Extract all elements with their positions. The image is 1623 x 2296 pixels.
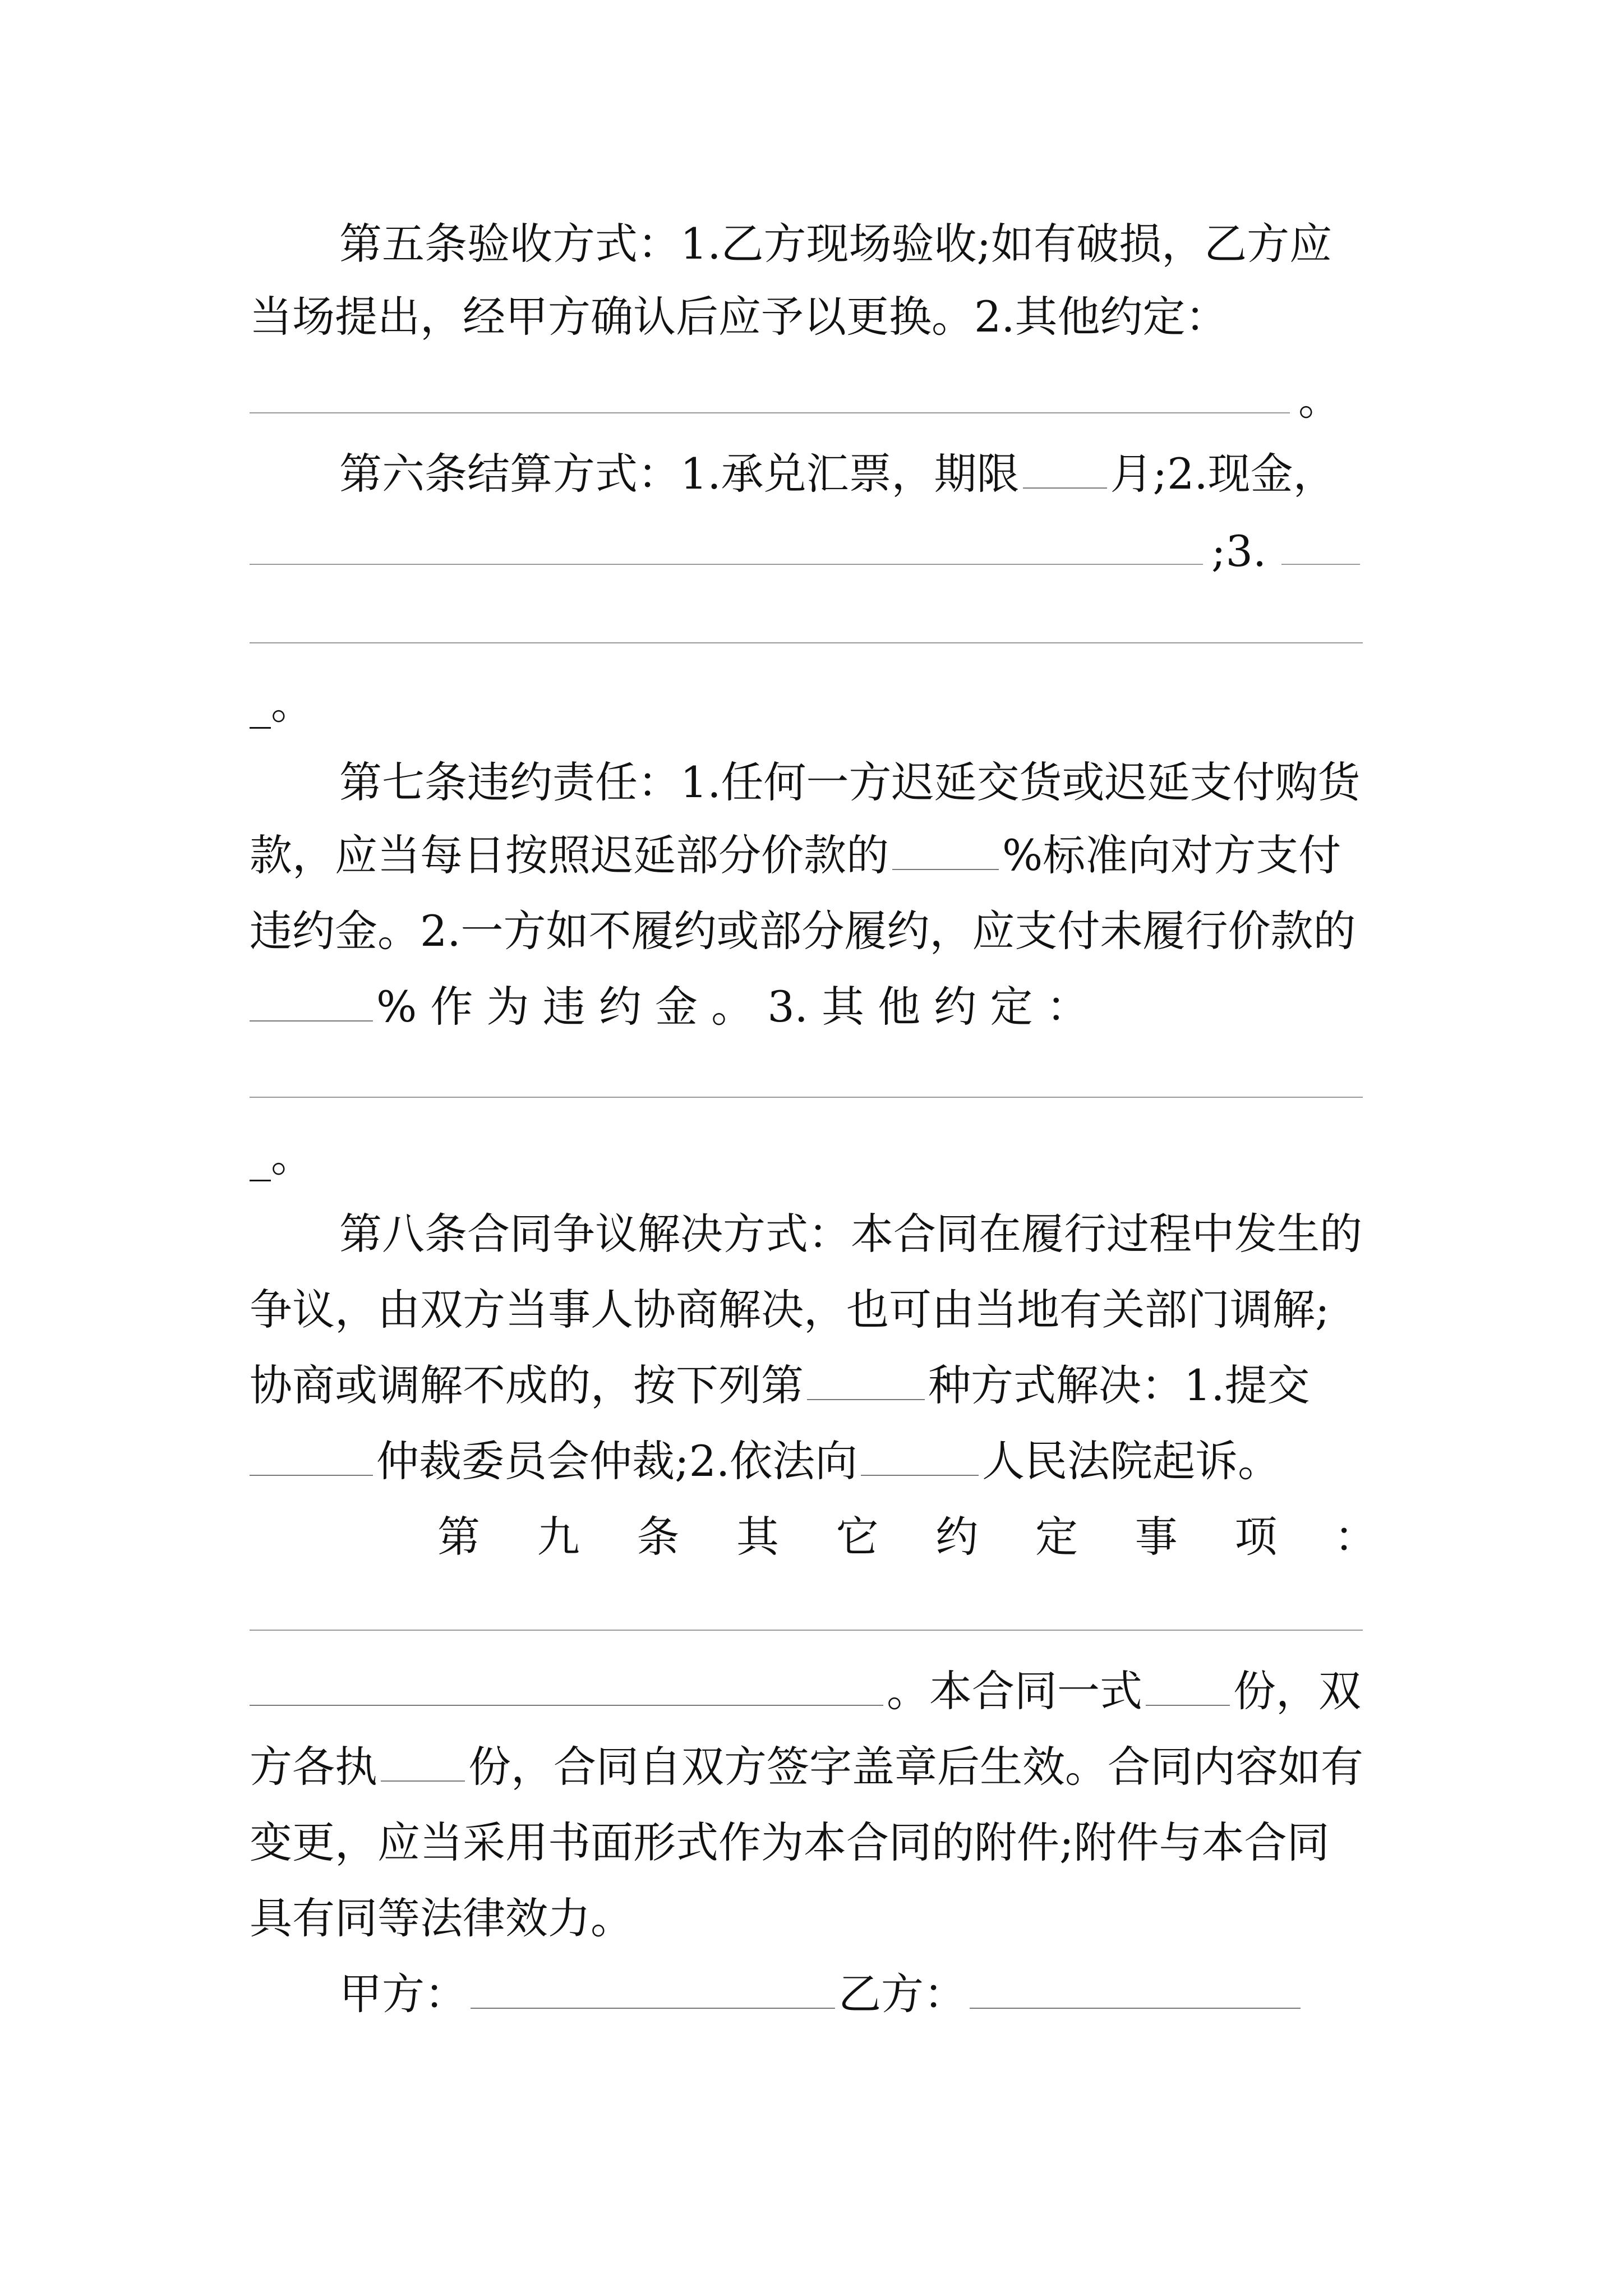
article9-other-blank-b[interactable]: [250, 1669, 883, 1706]
article7-other-blank[interactable]: [250, 1097, 1363, 1098]
article6-item3-blank-b[interactable]: [250, 642, 1363, 643]
article6-line3-end: _。: [250, 679, 313, 729]
article9-text-b: 份，双: [1233, 1666, 1361, 1716]
article9-text-c: 方各执: [250, 1742, 377, 1792]
article8-text-c: 仲裁委员会仲裁;2.依法向: [376, 1436, 858, 1486]
article9-line4: [250, 1739, 1377, 1795]
article9-other-blank-a[interactable]: [250, 1630, 1363, 1631]
article8-line1: 第八条合同争议解决方式：本合同在履行过程中发生的: [339, 1209, 1362, 1259]
article9-line3: [250, 1663, 1377, 1719]
article7-line3: 违约金。2.一方如不履约或部分履约，应支付未履行价款的: [250, 906, 1356, 956]
party-a-label: 甲方：: [339, 1969, 467, 2019]
party-b-signature-field[interactable]: [970, 1972, 1301, 2009]
article8-court-blank[interactable]: [861, 1439, 979, 1476]
article8-text-b: 种方式解决：1.提交: [928, 1360, 1310, 1410]
article8-text-d: 人民法院起诉。: [982, 1436, 1281, 1486]
article8-text-a: 协商或调解不成的，按下列第: [250, 1360, 804, 1410]
article8-line4: [250, 1433, 1377, 1489]
article5-line3-end: 。: [1298, 375, 1341, 425]
article8-line2: 争议，由双方当事人协商解决，也可由当地有关部门调解;: [250, 1285, 1330, 1335]
article9-heading: 第 九 条 其 它 约 定 事 项 ：: [437, 1512, 1377, 1562]
article7-line2: [250, 827, 1377, 884]
article9-line6: 具有同等法律效力。: [250, 1893, 633, 1943]
article8-line3: [250, 1358, 1377, 1414]
article5-line1: 第五条验收方式：1.乙方现场验收;如有破损，乙方应: [339, 219, 1332, 269]
article7-line1: 第七条违约责任：1.任何一方迟延交货或迟延支付购货: [339, 757, 1361, 807]
article9-line5: 变更，应当采用书面形式作为本合同的附件;附件与本合同: [250, 1818, 1330, 1867]
article7-line4: [250, 979, 1377, 1035]
article9-each-blank[interactable]: [381, 1745, 465, 1782]
article6-line2-end: ;3.: [1211, 526, 1267, 576]
article6-term-blank[interactable]: [1023, 452, 1107, 489]
article9-copies-blank[interactable]: [1146, 1669, 1230, 1706]
article7-line5-end: _。: [250, 1131, 313, 1181]
party-b-label: 乙方：: [838, 1969, 966, 2019]
article7-text-a: 款，应当每日按照迟延部分价款的: [250, 830, 889, 880]
signature-line: [339, 1966, 1377, 2022]
article7-rate-blank[interactable]: [892, 833, 999, 870]
article9-text-a: 。本合同一式: [887, 1666, 1142, 1716]
article7-penalty-blank[interactable]: [250, 984, 373, 1022]
article8-arbitration-blank[interactable]: [250, 1439, 373, 1476]
article8-method-blank[interactable]: [807, 1363, 925, 1400]
article9-text-d: 份，合同自双方签字盖章后生效。合同内容如有: [468, 1742, 1363, 1792]
article7-text-b: %标准向对方支付: [1002, 830, 1341, 880]
article6-cash-blank[interactable]: [250, 564, 1203, 565]
article6-text-a: 第六条结算方式：1.承兑汇票，期限: [339, 449, 1020, 499]
article6-line1: [339, 446, 1377, 502]
article6-text-b: 月;2.现金，: [1110, 449, 1336, 499]
article5-blank[interactable]: [250, 412, 1290, 413]
party-a-signature-field[interactable]: [471, 1972, 835, 2009]
article6-item3-blank-a[interactable]: [1281, 564, 1360, 565]
article5-line2: 当场提出，经甲方确认后应予以更换。2.其他约定：: [250, 292, 1228, 342]
article7-text-c: % 作 为 违 约 金 。 3. 其 他 约 定 ：: [376, 982, 1089, 1032]
